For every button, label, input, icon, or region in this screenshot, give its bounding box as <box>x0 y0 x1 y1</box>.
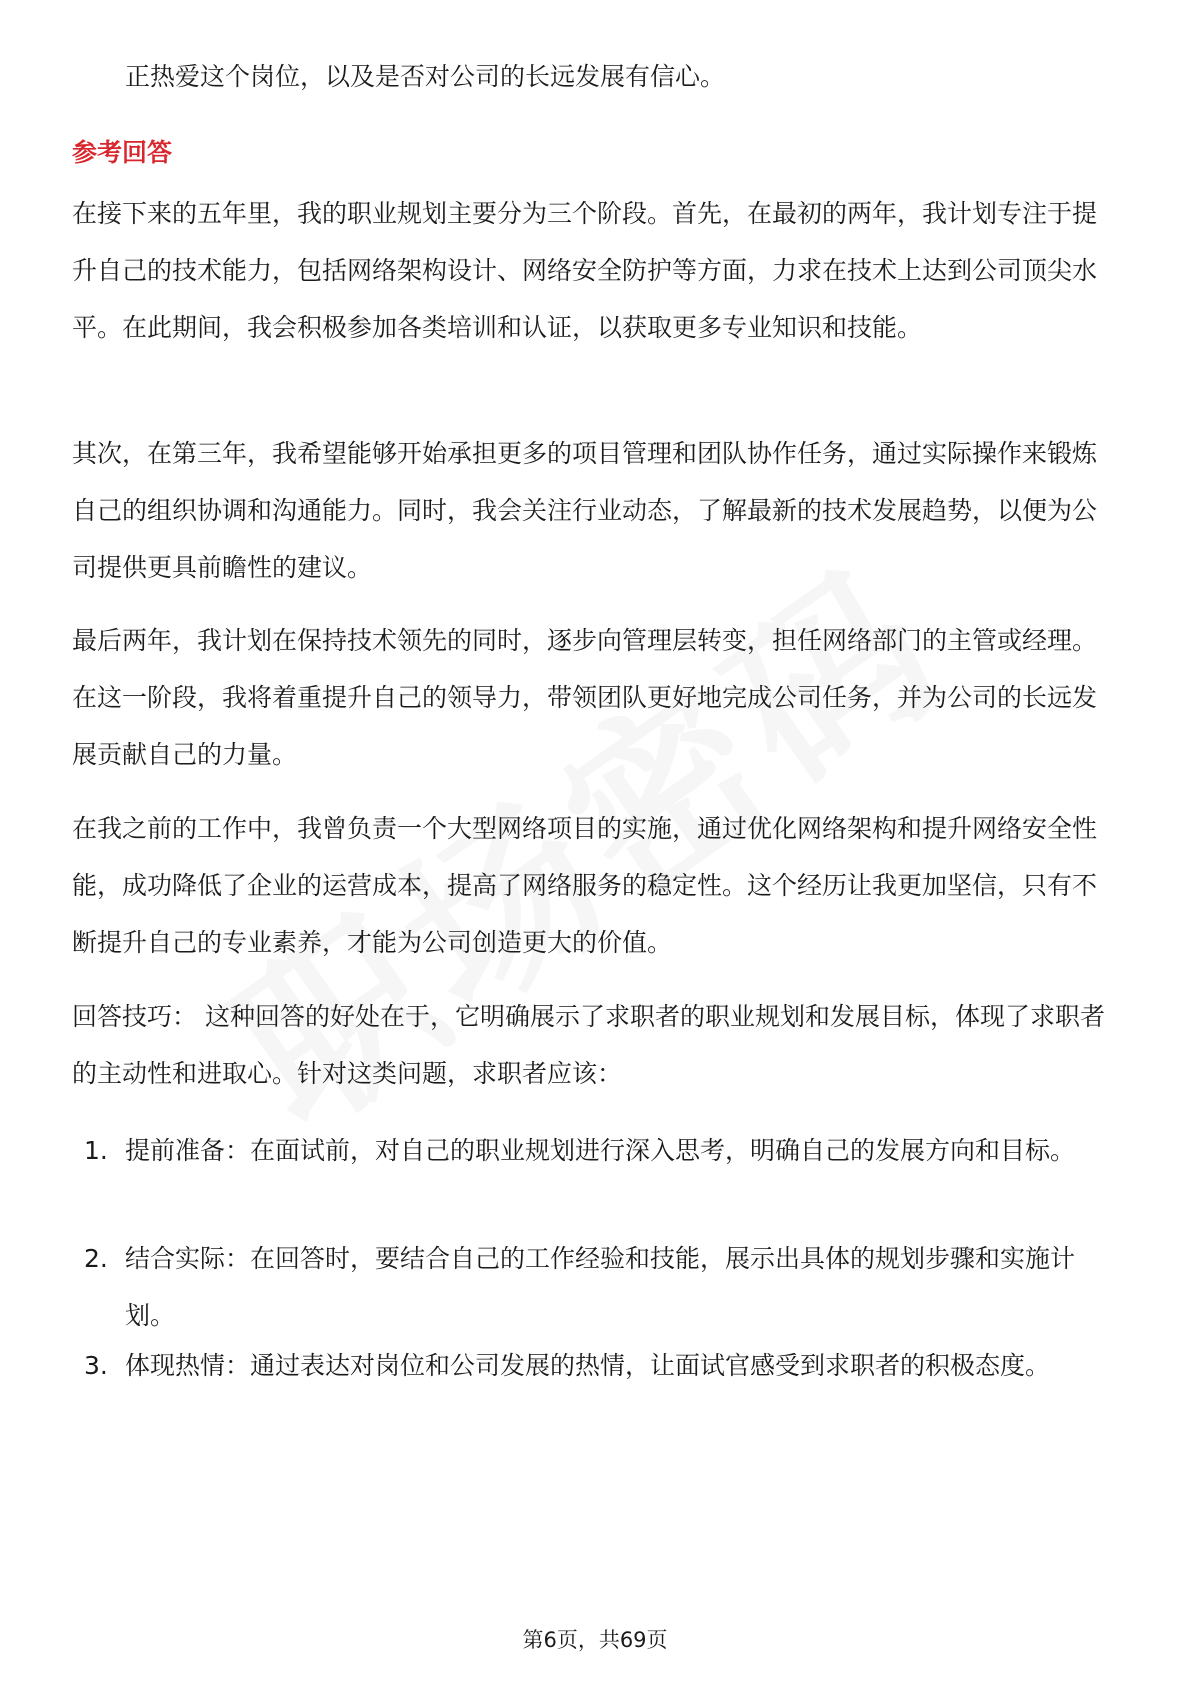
list-item <box>84 1337 1118 1394</box>
list-text: 结合实际：在回答时，要结合自己的工作经验和技能，展示出具体的规划步骤和实施计划。 <box>125 1244 1076 1330</box>
paragraph-final-years: 最后两年，我计划在保持技术领先的同时，逐步向管理层转变，担任网络部门的主管或经理。在这一阶段，我将着重提升自己的领导力，带领团队更好地完成公司任务，并为公司的长远发展贡献自己的力量。 <box>72 626 1098 769</box>
list-number: 3. <box>84 1351 108 1380</box>
page-footer: 第6页，共69页 <box>522 1628 668 1652</box>
continuation-text: 正热爱这个岗位，以及是否对公司的长远发展有信心。 <box>125 62 726 91</box>
paragraph-experience: 在我之前的工作中，我曾负责一个大型网络项目的实施，通过优化网络架构和提升网络安全性能，成功降低了企业的运营成本，提高了网络服务的稳定性。这个经历让我更加坚信，只有不断提升自己的专业素养，才能为公司创造更大的价值。 <box>72 814 1098 957</box>
list-text: 体现热情：通过表达对岗位和公司发展的热情，让面试官感受到求职者的积极态度。 <box>125 1351 1051 1380</box>
paragraph-plan-overview: 在接下来的五年里，我的职业规划主要分为三个阶段。首先，在最初的两年，我计划专注于提升自己的技术能力，包括网络架构设计、网络安全防护等方面，力求在技术上达到公司顶尖水平。在此期间，我会积极参加各类培训和认证，以获取更多专业知识和技能。 <box>72 199 1098 342</box>
paragraph-year-three: 其次，在第三年，我希望能够开始承担更多的项目管理和团队协作任务，通过实际操作来锻炼自己的组织协调和沟通能力。同时，我会关注行业动态，了解最新的技术发展趋势，以便为公司提供更具前瞻性的建议。 <box>72 439 1098 582</box>
section-title: 参考回答 <box>72 138 173 167</box>
list-number: 2. <box>84 1244 108 1273</box>
list-number: 1. <box>84 1136 108 1165</box>
paragraph-answer-tips: 回答技巧： 这种回答的好处在于，它明确展示了求职者的职业规划和发展目标，体现了求职者的主动性和进取心。针对这类问题，求职者应该： <box>72 1002 1105 1088</box>
list-text: 提前准备：在面试前，对自己的职业规划进行深入思考，明确自己的发展方向和目标。 <box>125 1136 1076 1165</box>
list-item <box>84 1230 1118 1344</box>
list-item <box>84 1122 1118 1179</box>
